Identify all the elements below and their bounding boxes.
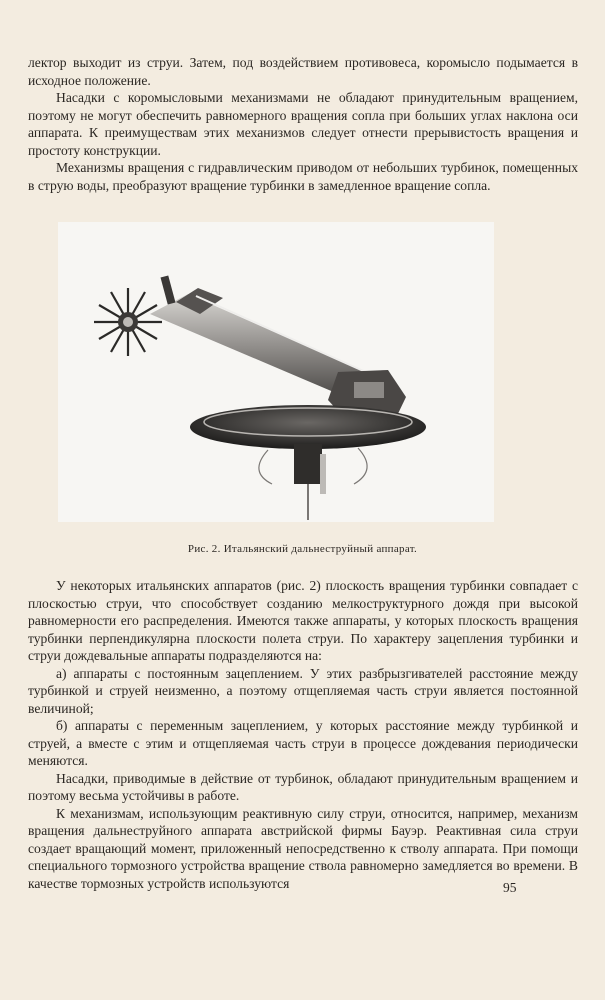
- paragraph: Насадки с коромысловыми механизмами не обладают принудительным вращением, поэтому не могут обеспечить равномерного вращения сопла при больших углах наклона оси аппарата. К преимуществам этих механизмов следует отнести прерывистость вращения и простоту конструкции.: [28, 90, 578, 158]
- list-item: а) аппараты с постоянным зацеплением. У этих разбрызгивателей расстояние между турбинкой и струей неизменно, а поэтому отщепляемая часть струи является постоянной величиной;: [28, 665, 578, 716]
- text-block-bottom: [28, 577, 578, 892]
- paragraph: К механизмам, использующим реактивную силу струи, относится, например, механизм вращения дальнеструйного аппарата австрийской фирмы Бауэр. Реактивная сила струи создает вращающий момент, приложенный непосредственно к стволу аппарата. При помощи специального тормозного устройства вращение ствола равномерно замедляется во времени. В качестве тормозных устройств используются: [28, 805, 578, 891]
- paragraph: Механизмы вращения с гидравлическим приводом от небольших турбинок, помещенных в струю воды, преобразуют вращение турбинки в замедленное вращение сопла.: [28, 160, 578, 193]
- sprinkler-illustration: [58, 222, 494, 522]
- text-block-top: [28, 54, 578, 194]
- paragraph: лектор выходит из струи. Затем, под воздействием противовеса, коромысло подымается в исходное положение.: [28, 55, 578, 88]
- figure-caption: Рис. 2. Итальянский дальнеструйный аппарат.: [187, 543, 418, 555]
- paragraph: Насадки, приводимые в действие от турбинок, обладают принудительным вращением и поэтому весьма устойчивы в работе.: [28, 770, 578, 803]
- paragraph: У некоторых итальянских аппаратов (рис. 2) плоскость вращения турбинки совпадает с плоскостью струи, что способствует созданию мелкоструктурного дождя при высокой равномерности его распределения. Имеются также аппараты, у которых плоскость вращения турбинки перпендикулярна плоскости полета струи. По характеру зацепления турбинки и струи дождевальные аппараты подразделяются на:: [28, 578, 578, 663]
- sprinkler-stand: [259, 444, 367, 520]
- list-item: б) аппараты с переменным зацеплением, у которых расстояние между турбинкой и струей, а вместе с этим и отщепляемая часть струи в процессе дождевания периодически меняются.: [28, 718, 578, 768]
- rotating-disc: [190, 405, 426, 449]
- figure-photo-sprinkler: [58, 222, 494, 522]
- page-number: 95: [503, 880, 517, 895]
- turbine-wheel: [94, 288, 162, 356]
